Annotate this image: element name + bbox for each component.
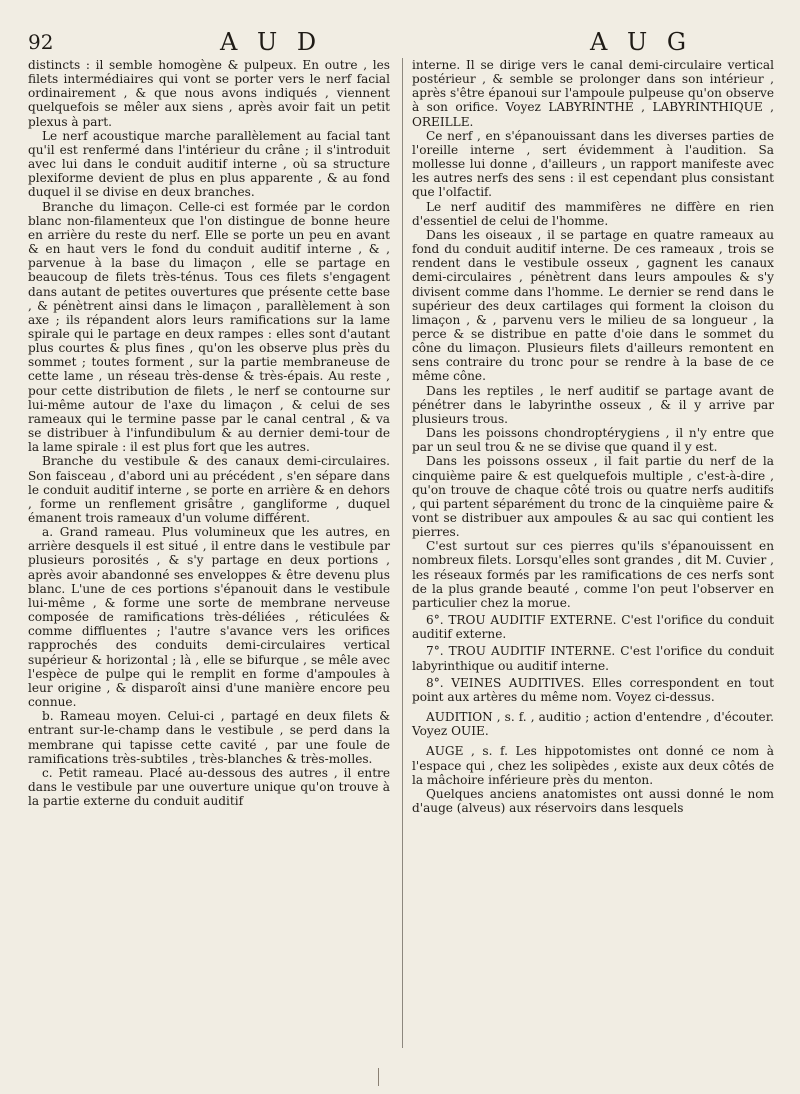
paragraph: Dans les poissons osseux , il fait partie du nerf de la cinquième paire & est quelquefois multiple , c'est-à-dire , qu'on trouve de chaque côté trois ou quatre nerfs auditifs , qui partent séparément du tronc de la cinquième paire & vont se distribuer aux ampoules & au sac qui contient les pierres. [412, 454, 774, 540]
paragraph: Le nerf auditif des mammifères ne diffère en rien d'essentiel de celui de l'homme. [412, 199, 774, 228]
paragraph: Quelques anciens anatomistes ont aussi donné le nom d'auge (alveus) aux réservoirs dans lesquels [412, 786, 774, 815]
running-head-right: A U G [590, 28, 692, 56]
paragraph: Ce nerf , en s'épanouissant dans les diverses parties de l'oreille interne , sert évidemment à l'audition. Sa mollesse lui donne , d'ailleurs , un rapport manifeste avec les autres nerfs des sens : il est cependant plus consistant que l'olfactif. [412, 128, 774, 200]
entry-trou-auditif-externe: 6°. TROU AUDITIF EXTERNE. C'est l'orifice du conduit auditif externe. [412, 613, 774, 642]
entry-audition: AUDITION , s. f. , auditio ; action d'entendre , d'écouter. Voyez OUIE. [412, 710, 774, 739]
left-column [28, 58, 390, 808]
entry-veines-auditives: 8°. VEINES AUDITIVES. Elles correspondent en tout point aux artères du même nom. Voyez ci-dessus. [412, 675, 774, 704]
paragraph: interne. Il se dirige vers le canal demi-circulaire vertical postérieur , & semble se prolonger dans son intérieur , après s'être épanoui sur l'ampoule pulpeuse qu'on observe à son orifice. Voyez LABYRINTHE , LABYRINTHIQUE , OREILLE. [412, 58, 774, 129]
page-bottom-mark [378, 1068, 385, 1086]
paragraph: Branche du vestibule & des canaux demi-circulaires. Son faisceau , d'abord uni au précédent , s'en sépare dans le conduit auditif interne , se porte en arrière & en dehors , forme un renflement grisâtre , gangliforme , duquel émanent trois rameaux d'un volume différent. [28, 454, 390, 525]
paragraph: Branche du limaçon. Celle-ci est formée par le cordon blanc non-filamenteux que l'on distingue de bonne heure en arrière du reste du nerf. Elle se porte un peu en avant & en haut vers le fond du conduit auditif interne , & , parvenue à la base du limaçon , elle se partage en beaucoup de filets très-ténus. Tous ces filets s'engagent dans autant de petites ouvertures que présente cette base , & pénètrent ainsi dans le limaçon , parallèlement à son axe ; ils répandent alors leurs ramifications sur la lame spirale qui le partage en deux rampes : elles sont d'autant plus courtes & plus fines , qu'on les observe plus près du sommet ; toutes forment , sur la partie membraneuse de cette lame , un réseau très-dense & très-épais. Au reste , pour cette distribution de filets , le nerf se contourne sur lui-même autour de l'axe du limaçon , & celui de ses rameaux qui le termine passe par le canal central , & va se distribuer à l'infundibulum & au dernier demi-tour de la lame spirale : il est plus fort que les autres. [28, 199, 390, 455]
page-header [0, 0, 800, 60]
entry-auge: AUGE , s. f. Les hippotomistes ont donné ce nom à l'espace qui , chez les solipèdes , existe aux deux côtés de la mâchoire inférieure près du menton. [412, 744, 774, 787]
paragraph: Dans les oiseaux , il se partage en quatre rameaux au fond du conduit auditif interne. De ces rameaux , trois se rendent dans le vestibule osseux , gagnent les canaux demi-circulaires , pénètrent dans leurs ampoules & s'y divisent comme dans l'homme. Le dernier se rend dans le supérieur des deux cartilages qui forment la cloison du limaçon , & , parvenu vers le milieu de sa longueur , la perce & se distribue en patte d'oie dans le sommet du cône du limaçon. Plusieurs filets d'ailleurs remontent en sens contraire du tronc pour se rendre à la base de ce même cône. [412, 227, 774, 384]
paragraph: Le nerf acoustique marche parallèlement au facial tant qu'il est renfermé dans l'intérieur du crâne ; il s'introduit avec lui dans le conduit auditif interne , où sa structure plexiforme devient de plus en plus apparente , & au fond duquel il se divise en deux branches. [28, 128, 390, 200]
paragraph: Dans les reptiles , le nerf auditif se partage avant de pénétrer dans le labyrinthe osseux , & il y arrive par plusieurs trous. [412, 383, 774, 426]
paragraph: distincts : il semble homogène & pulpeux. En outre , les filets intermédiaires qui vont se porter vers le nerf facial ordinairement , & que nous avons indiqués , viennent quelquefois se mêler aux siens , après avoir fait un petit plexus à part. [28, 58, 390, 129]
running-head-left: A U D [220, 28, 323, 56]
entry-trou-auditif-interne: 7°. TROU AUDITIF INTERNE. C'est l'orifice du conduit labyrinthique ou auditif interne. [412, 644, 774, 673]
paragraph: C'est surtout sur ces pierres qu'ils s'épanouissent en nombreux filets. Lorsqu'elles sont grandes , dit M. Cuvier , les réseaux formés par les ramifications de ces nerfs sont de la plus grande beauté , comme l'on peut l'observer en particulier chez la morue. [412, 539, 774, 610]
paragraph: a. Grand rameau. Plus volumineux que les autres, en arrière desquels il est situé , il entre dans le vestibule par plusieurs porosités , & s'y partage en deux portions , après avoir abandonné ses enveloppes & être devenu plus blanc. L'une de ces portions s'épanouit dans le vestibule lui-même , & forme une sorte de membrane nerveuse composée de ramifications très-déliées , réticulées & comme diffluentes ; l'autre s'avance vers les orifices rapprochés des conduits demi-circulaires vertical supérieur & horizontal ; là , elle se bifurque , se mêle avec l'espèce de pulpe qui le remplit en forme d'ampoules à leur origine , & disparoît ainsi d'une manière encore peu connue. [28, 525, 390, 710]
paragraph: Dans les poissons chondroptérygiens , il n'y entre que par un seul trou & ne se divise que quand il y est. [412, 426, 774, 455]
paragraph: c. Petit rameau. Placé au-dessous des autres , il entre dans le vestibule par une ouverture unique qu'on trouve à la partie externe du conduit auditif [28, 765, 390, 809]
right-column [412, 58, 774, 815]
page-number: 92 [28, 30, 54, 54]
paragraph: b. Rameau moyen. Celui-ci , partagé en deux filets & entrant sur-le-champ dans le vestibule , se perd dans la membrane qui tapisse cette cavité , par une foule de ramifications très-subtiles , très-blanches & très-molles. [28, 709, 390, 766]
column-divider [402, 58, 403, 1048]
